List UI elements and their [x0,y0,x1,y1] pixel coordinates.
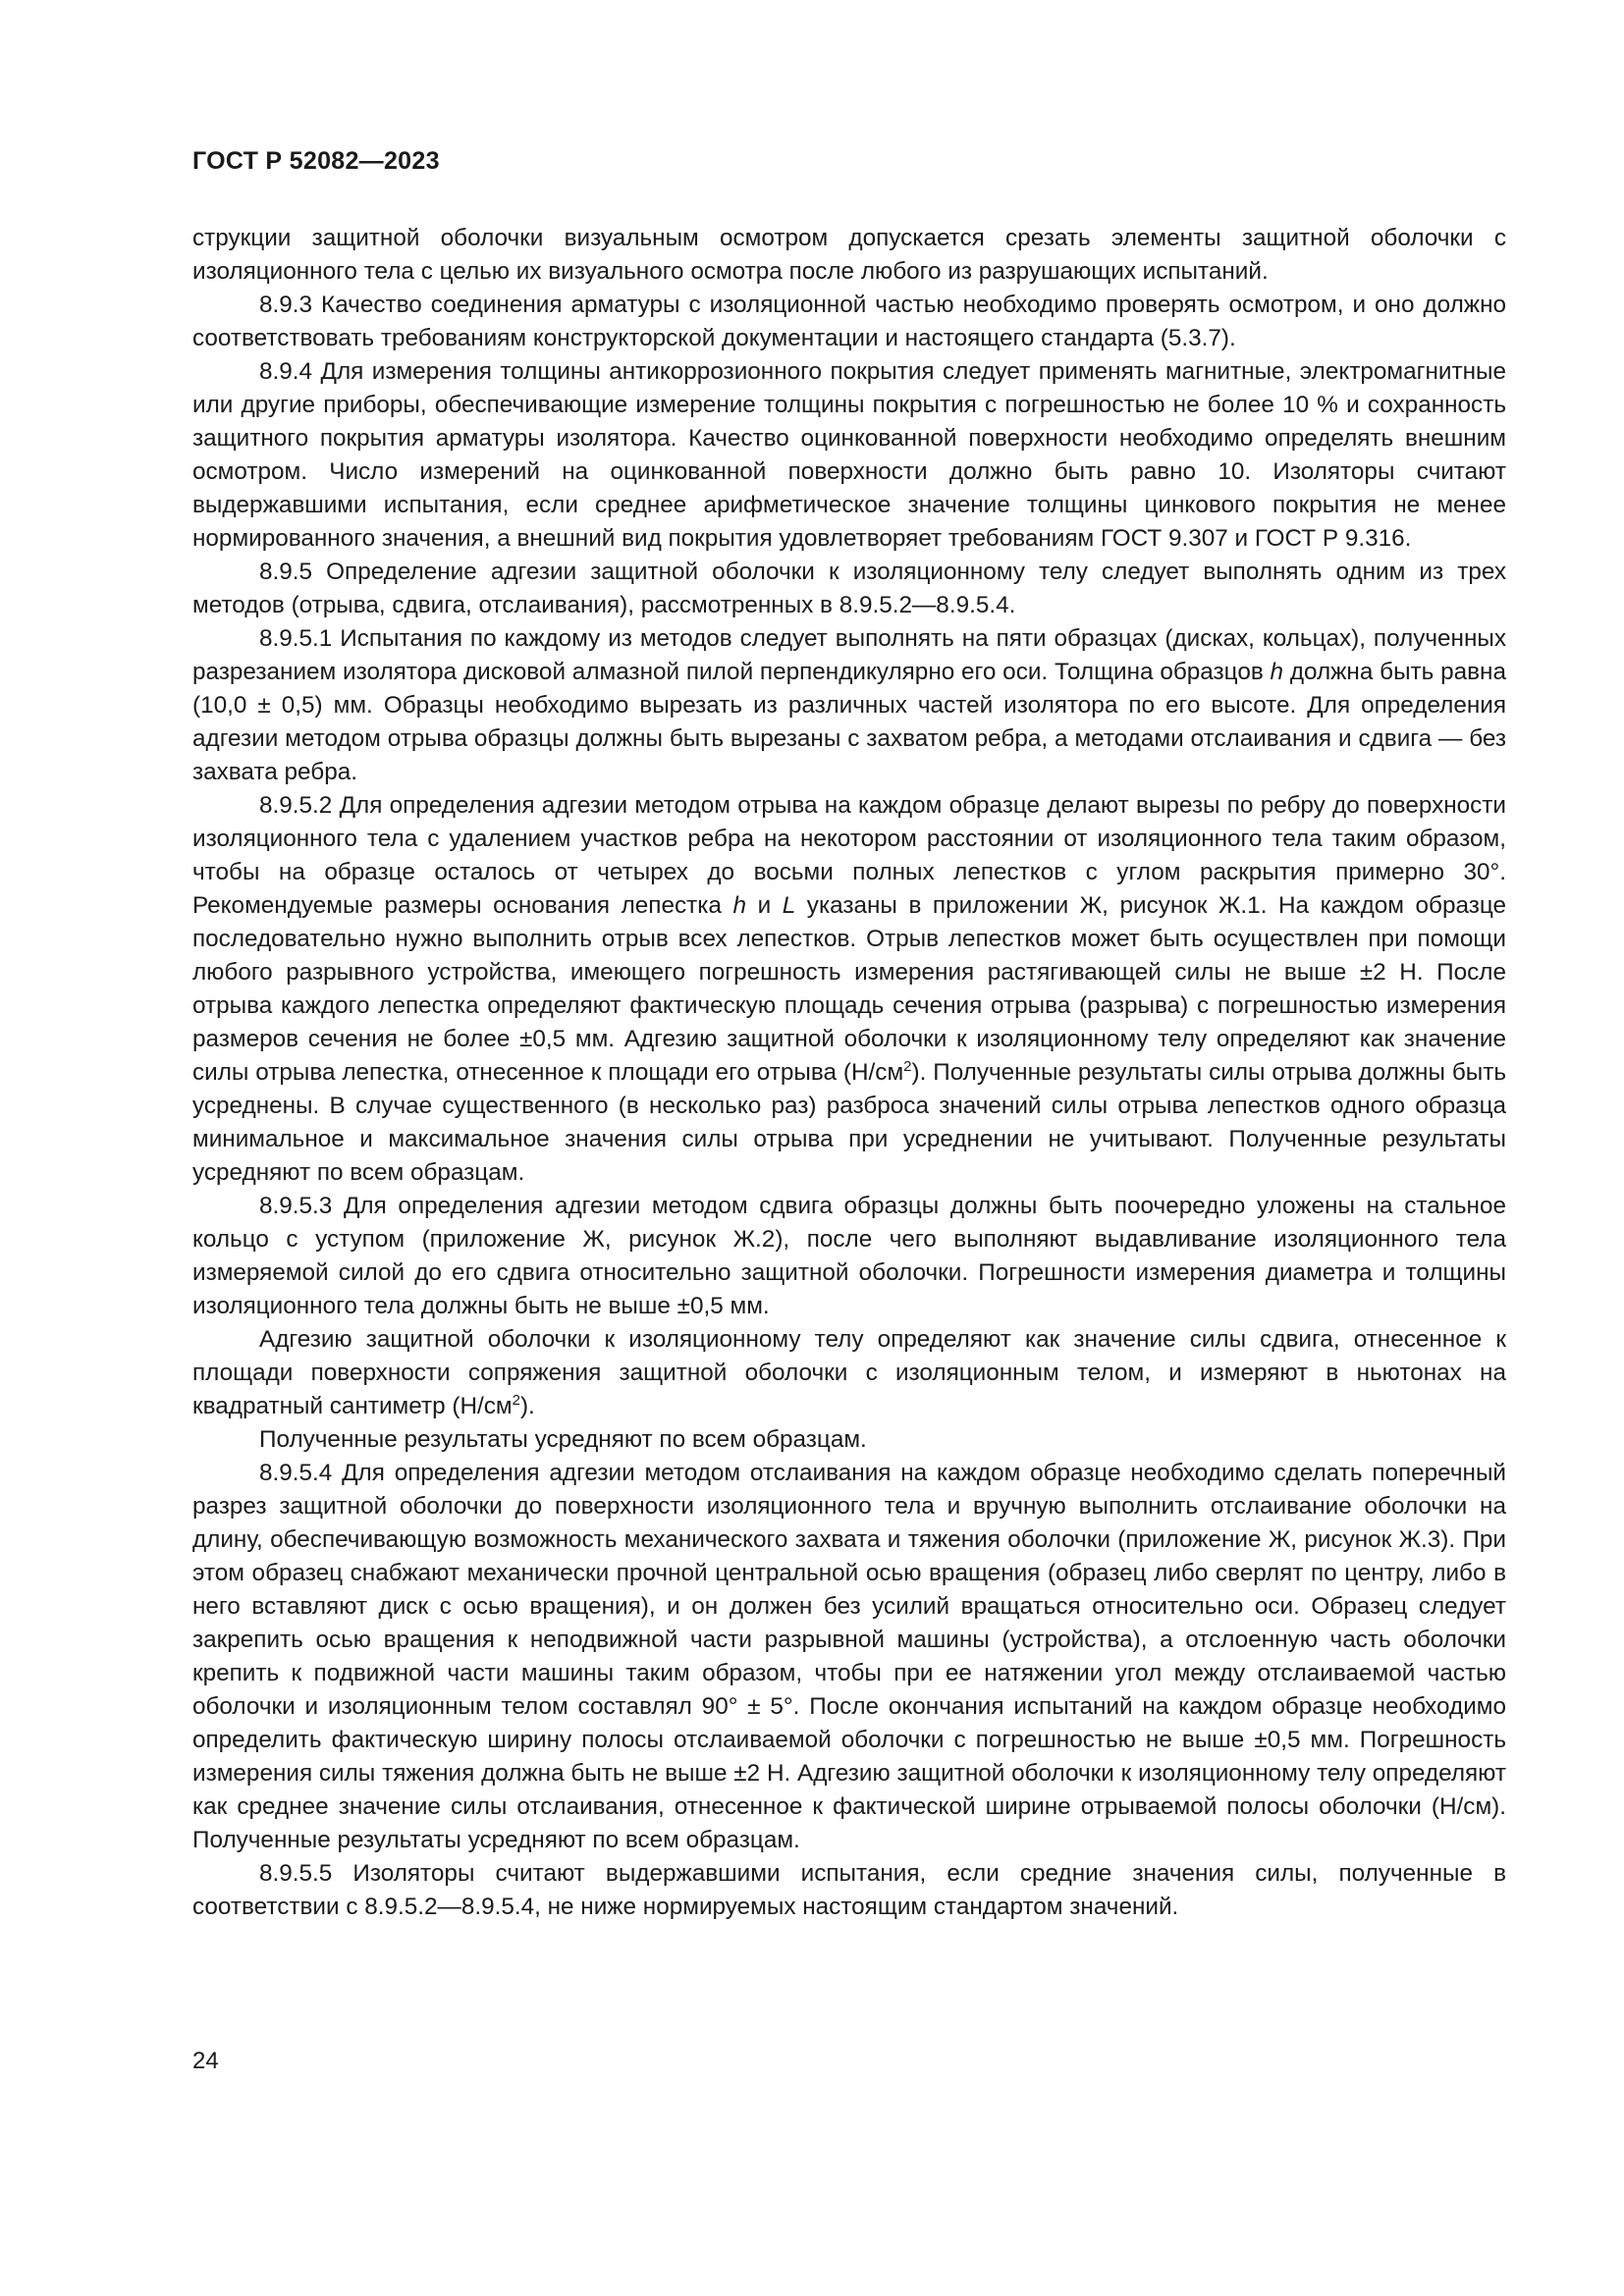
text-run: указаны в приложении Ж, рисунок Ж.1. На каждом образце последовательно нужно выполнить отрыв всех лепестков. Отрыв лепестков может быть осуществлен при помощи любого разрывного устройства, имеющего погрешность измерения растягивающей силы не выше ±2 Н. После отрыва каждого лепестка определяют фактическую площадь сечения отрыва (разрыва) с погрешностью измерения размеров сечения не более ±0,5 мм. Адгезию защитной оболочки к изоляционному телу определяют как значение силы отрыва лепестка, отнесенное к площади его отрыва (Н/см [192,892,1506,1086]
text-run: должна быть равна (10,0 ± 0,5) мм. Образцы необходимо вырезать из различных частей изолятора по его высоте. Для определения адгезии методом отрыва образцы должны быть вырезаны с захватом ребра, а методами отслаивания и сдвига — без захвата ребра. [192,659,1506,785]
symbol-h: h [1270,659,1284,685]
paragraph-8-9-4: 8.9.4 Для измерения толщины антикоррозионного покрытия следует применять магнитные, электромагнитные или другие приборы, обеспечивающие измерение толщины покрытия с погрешностью не более 10 % и сохранность защитного покрытия арматуры изолятора. Качество оцинкованной поверхности необходимо определять внешним осмотром. Число измерений на оцинкованной поверхности должно быть равно 10. Изоляторы считают выдержавшими испытания, если среднее арифметическое значение толщины цинкового покрытия не менее нормированного значения, а внешний вид покрытия удовлетворяет требованиям ГОСТ 9.307 и ГОСТ Р 9.316. [192,358,1506,552]
paragraph-results: Полученные результаты усредняют по всем образцам. [259,1426,867,1453]
text-run: 8.9.5.1 Испытания по каждому из методов следует выполнять на пяти образцах (дисках, кольцах), полученных разрезанием изолятора дисковой алмазной пилой перпендикулярно его оси. Толщина образцов [192,625,1506,685]
page-header-standard: ГОСТ Р 52082—2023 [192,147,440,175]
paragraph-8-9-5-3: 8.9.5.3 Для определения адгезии методом сдвига образцы должны быть поочередно уложены на стальное кольцо с уступом (приложение Ж, рисунок Ж.2), после чего выполняют выдавливание изоляционного тела измеряемой силой до его сдвига относительно защитной оболочки. Погрешности измерения диаметра и толщины изоляционного тела должны быть не выше ±0,5 мм. [192,1193,1506,1319]
superscript: 2 [903,1058,912,1075]
paragraph-8-9-3: 8.9.3 Качество соединения арматуры с изоляционной частью необходимо проверять осмотром, и оно должно соответствовать требованиям конструкторской документации и настоящего стандарта (5.3.7). [192,292,1506,351]
page-number: 24 [192,2048,219,2074]
paragraph-continuation: струкции защитной оболочки визуальным осмотром допускается срезать элементы защитной оболочки с изоляционного тела с целью их визуального осмотра после любого из разрушающих испытаний. [192,225,1506,285]
text-run: 8.9.5.2 Для определения адгезии методом отрыва на каждом образце делают вырезы по ребру до поверхности изоляционного тела с удалением участков ребра на некотором расстоянии от изоляционного тела таким образом, чтобы на образце осталось от четырех до восьми полных лепестков с углом раскрытия примерно 30°. Рекомендуемые размеры основания лепестка [192,792,1506,919]
text-run: ). Полученные результаты силы отрыва должны быть усреднены. В случае существенного (в несколько раз) разброса значений силы отрыва лепестков одного образца минимальное и максимальное значения силы отрыва при усреднении не учитывают. Полученные результаты усредняют по всем образцам. [192,1059,1506,1186]
superscript: 2 [512,1392,520,1409]
document-body [192,222,1506,1924]
text-run: ). [519,1393,535,1419]
text-run: Адгезию защитной оболочки к изоляционному телу определяют как значение силы сдвига, отнесенное к площади поверхности сопряжения защитной оболочки с изоляционным телом, и измеряют в ньютонах на квадратный сантиметр (Н/см [192,1326,1506,1419]
text-run: и [746,892,783,919]
symbol-h: h [732,892,747,919]
symbol-l: L [782,892,796,919]
paragraph-8-9-5-2 [192,789,1506,1190]
paragraph-8-9-5-1 [192,622,1506,789]
paragraph-8-9-5-4: 8.9.5.4 Для определения адгезии методом отслаивания на каждом образце необходимо сделать поперечный разрез защитной оболочки до поверхности изоляционного тела и вручную выполнить отслаивание оболочки на длину, обеспечивающую возможность механического захвата и тяжения оболочки (приложение Ж, рисунок Ж.3). При этом образец снабжают механически прочной центральной осью вращения (образец либо сверлят по центру, либо в него вставляют диск с осью вращения), и он должен без усилий вращаться относительно оси. Образец следует закрепить осью вращения к неподвижной части разрывной машины (устройства), а отслоенную часть оболочки крепить к подвижной части машины таким образом, чтобы при ее натяжении угол между отслаиваемой частью оболочки и изоляционным телом составлял 90° ± 5°. После окончания испытаний на каждом образце необходимо определить фактическую ширину полосы отслаиваемой оболочки с погрешностью не выше ±0,5 мм. Погрешность измерения силы тяжения должна быть не выше ±2 Н. Адгезию защитной оболочки к изоляционному телу определяют как среднее значение силы отслаивания, отнесенное к фактической ширине отрываемой полосы оболочки (Н/см). Полученные результаты усредняют по всем образцам. [192,1460,1506,1853]
paragraph-8-9-5-5: 8.9.5.5 Изоляторы считают выдержавшими испытания, если средние значения силы, полученные в соответствии с 8.9.5.2—8.9.5.4, не ниже нормируемых настоящим стандартом значений. [192,1860,1506,1920]
paragraph-adhesion-shear [192,1323,1506,1423]
paragraph-8-9-5: 8.9.5 Определение адгезии защитной оболочки к изоляционному телу следует выполнять одним из трех методов (отрыва, сдвига, отслаивания), рассмотренных в 8.9.5.2—8.9.5.4. [192,559,1506,618]
